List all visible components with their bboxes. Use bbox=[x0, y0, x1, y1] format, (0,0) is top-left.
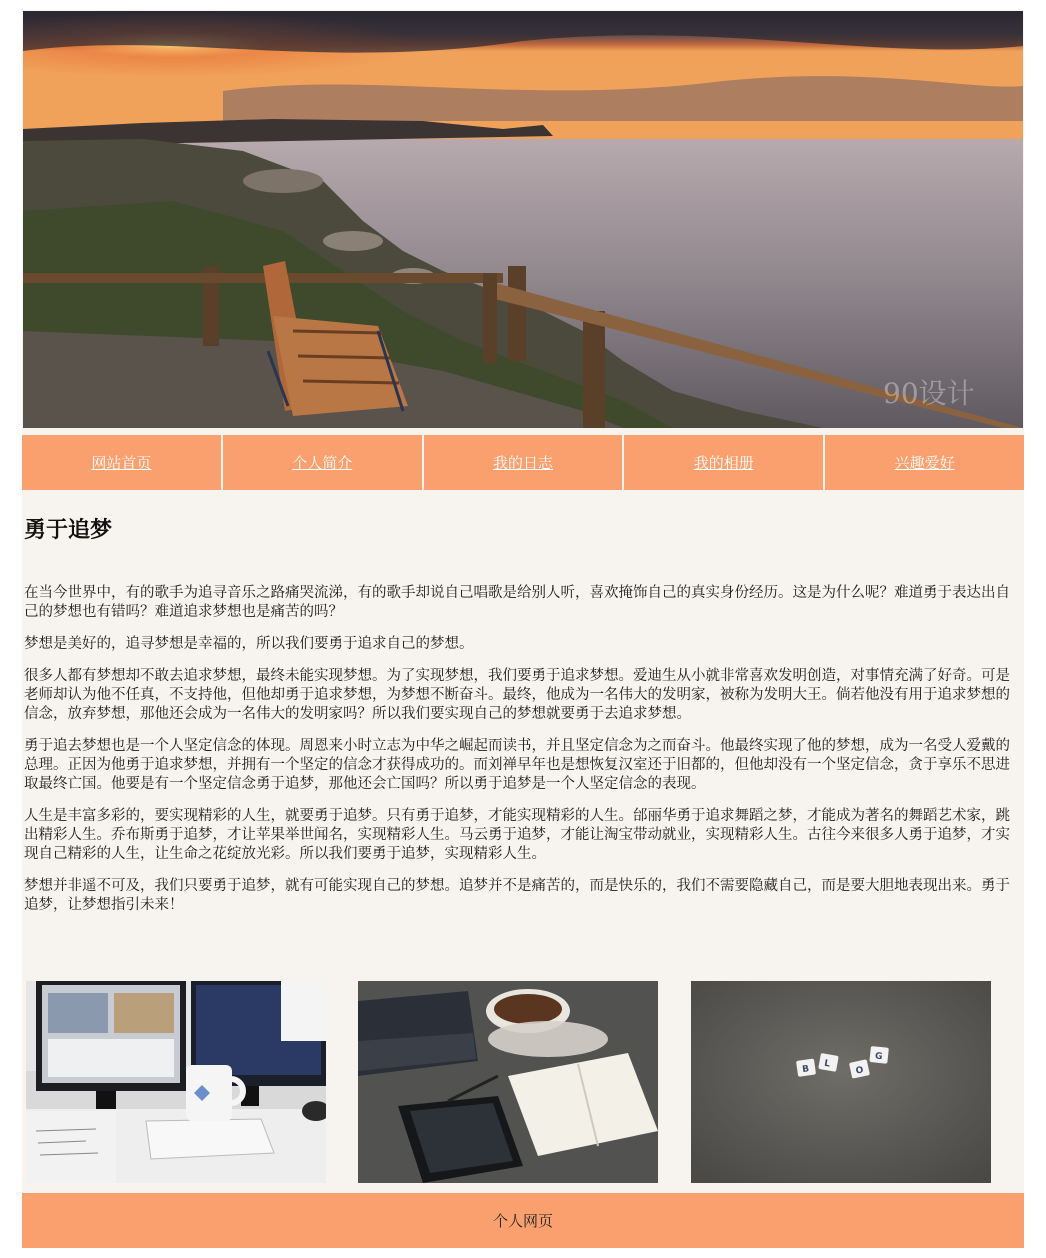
article-body bbox=[24, 584, 1020, 928]
article-paragraph: 在当今世界中，有的歌手为追寻音乐之路痛哭流涕，有的歌手却说自己唱歌是给别人听，喜欢掩饰自己的真实身份经历。这是为什么呢？难道勇于表达出自己的梦想也有错吗？难道追求梦想也是痛苦的吗？ bbox=[24, 585, 1010, 620]
coffee-notebook-photo bbox=[358, 981, 658, 1183]
nav-item-hobbies[interactable]: 兴趣爱好 bbox=[894, 454, 955, 472]
blog-tile-letter: G bbox=[874, 1051, 883, 1063]
desk-computer-photo bbox=[26, 981, 326, 1183]
footer-text: 个人网页 bbox=[492, 1212, 553, 1230]
nav-item-album[interactable]: 我的相册 bbox=[624, 435, 825, 490]
page-container bbox=[22, 10, 1024, 1248]
footer bbox=[22, 1193, 1024, 1248]
article-paragraph: 梦想是美好的，追寻梦想是幸福的，所以我们要勇于追求自己的梦想。 bbox=[24, 636, 474, 652]
blog-tile-letter: O bbox=[854, 1065, 865, 1077]
photo-gallery bbox=[26, 981, 1022, 1183]
nav-item-home[interactable]: 网站首页 bbox=[22, 435, 223, 490]
article-paragraph: 勇于追去梦想也是一个人坚定信念的体现。周恩来小时立志为中华之崛起而读书，并且坚定信念为之而奋斗。他最终实现了他的梦想，成为一名受人爱戴的总理。正因为他勇于追求梦想，并拥有一个坚定的信念才获得成功的。而刘禅早年也是想恢复汉室还于旧都的，但他却没有一个坚定信念，贪于享乐不思进取最终亡国。他要是有一个坚定信念勇于追梦，那他还会亡国吗？所以勇于追梦是一个人坚定信念的表现。 bbox=[24, 738, 1010, 792]
main-nav bbox=[22, 435, 1024, 490]
blog-tiles-photo bbox=[691, 981, 991, 1183]
hero-watermark: 90设计 bbox=[883, 377, 975, 410]
article-paragraph: 很多人都有梦想却不敢去追求梦想，最终未能实现梦想。为了实现梦想，我们要勇于追求梦想。爱迪生从小就非常喜欢发明创造，对事情充满了好奇。可是老师却认为他不任真，不支持他，但他却勇于追求梦想，为梦想不断奋斗。最终，他成为一名伟大的发明家，被称为发明大王。倘若他没有用于追求梦想的信念，放弃梦想，那他还会成为一名伟大的发明家吗？所以我们要实现自己的梦想就要勇于去追求梦想。 bbox=[24, 668, 1010, 722]
nav-item-blog[interactable]: 我的日志 bbox=[424, 435, 625, 490]
article-title: 勇于追梦 bbox=[24, 518, 113, 543]
article-paragraph: 人生是丰富多彩的，要实现精彩的人生，就要勇于追梦。只有勇于追梦，才能实现精彩的人生。邰丽华勇于追求舞蹈之梦，才能成为著名的舞蹈艺术家，跳出精彩人生。乔布斯勇于追梦，才让苹果举世闻名，实现精彩人生。马云勇于追梦，才能让淘宝带动就业，实现精彩人生。古往今来很多人勇于追梦，才实现自己精彩的人生，让生命之花绽放光彩。所以我们要勇于追梦，实现精彩人生。 bbox=[24, 808, 1010, 862]
nav-item-profile[interactable]: 个人简介 bbox=[223, 435, 424, 490]
blog-tile-letter: L bbox=[823, 1058, 831, 1070]
blog-tile-letter: B bbox=[801, 1064, 810, 1076]
article-paragraph: 梦想并非遥不可及，我们只要勇于追梦，就有可能实现自己的梦想。追梦并不是痛苦的，而是快乐的，我们不需要隐藏自己，而是要大胆地表现出来。勇于追梦，让梦想指引未来！ bbox=[24, 878, 1010, 913]
hero-banner-image bbox=[23, 11, 1023, 428]
